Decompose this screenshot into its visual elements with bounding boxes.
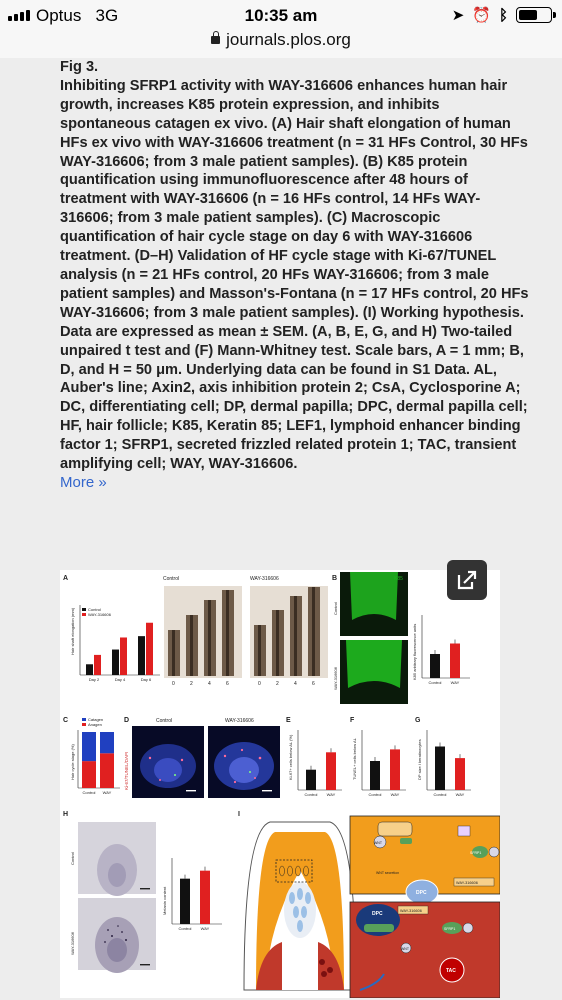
x-tick-label: Day 4 bbox=[114, 677, 126, 682]
bar bbox=[86, 664, 93, 675]
a-hair-images bbox=[164, 586, 328, 678]
b-fluorescence-images bbox=[340, 572, 408, 704]
x-tick-label: Control bbox=[428, 680, 442, 685]
i-secretion: WNT secretion bbox=[376, 871, 400, 875]
h-row-way: WAY-316606 bbox=[70, 932, 75, 955]
b-row-control: Control bbox=[333, 602, 338, 615]
panel-label-a: A bbox=[63, 575, 69, 582]
location-arrow-icon: ➤ bbox=[451, 7, 465, 24]
a-image-tick: 0 bbox=[258, 681, 261, 687]
bar-segment bbox=[100, 732, 114, 753]
expand-figure-button[interactable] bbox=[447, 560, 487, 600]
h-row-control: Control bbox=[70, 852, 75, 865]
expand-icon bbox=[456, 569, 478, 591]
g-ylabel: DP size / keratinocytes bbox=[417, 739, 422, 780]
d-header-control: Control bbox=[156, 718, 173, 724]
clock: 10:35 am bbox=[244, 6, 318, 25]
url-bar[interactable] bbox=[0, 30, 562, 58]
svg-text:Anagen: Anagen bbox=[88, 722, 102, 727]
bar bbox=[112, 650, 119, 675]
x-tick-label: WAY bbox=[450, 680, 460, 685]
figure-image[interactable] bbox=[60, 570, 500, 998]
a-image-tick: 2 bbox=[190, 681, 193, 687]
bar bbox=[200, 871, 210, 924]
i-wnt-b: WNT bbox=[401, 947, 409, 951]
panel-label-f: F bbox=[350, 717, 355, 724]
bar bbox=[120, 637, 127, 675]
panel-label-e: E bbox=[286, 717, 291, 724]
bar bbox=[138, 636, 145, 675]
carrier-label: Optus 3G bbox=[36, 6, 119, 25]
b-stain-label: K85 bbox=[394, 576, 403, 582]
a-image-tick: 0 bbox=[172, 681, 175, 687]
x-tick-label: Control bbox=[433, 792, 447, 797]
bar-segment bbox=[82, 761, 96, 788]
status-icons bbox=[452, 6, 552, 24]
a-ylabel: Hair shaft elongation (mm) bbox=[70, 607, 75, 655]
h-ylabel: Melanin content bbox=[162, 886, 167, 915]
lock-icon bbox=[211, 36, 220, 44]
panel-label-d: D bbox=[124, 717, 130, 724]
a-legend bbox=[82, 607, 112, 617]
e-ylabel: Ki-67+ cells below AL (%) bbox=[288, 734, 293, 780]
x-tick-label: Control bbox=[82, 790, 96, 795]
panel-label-h: H bbox=[63, 811, 69, 818]
i-dpc-bottom: DPC bbox=[372, 911, 383, 917]
chart-a bbox=[86, 623, 153, 682]
i-sfrp1-b: SFRP1 bbox=[444, 927, 456, 931]
bar bbox=[450, 644, 460, 679]
bar bbox=[430, 654, 440, 678]
more-link[interactable]: More » bbox=[60, 473, 107, 491]
d-ki67-images bbox=[132, 726, 280, 798]
url-text: journals.plos.org bbox=[226, 30, 351, 49]
bar-segment bbox=[82, 732, 96, 761]
caption-text: Inhibiting SFRP1 activity with WAY-316606 enhances human hair growth, increases K85 protein expression, and inhibits spontaneous catagen ex vivo. (A) Hair shaft elongation of human HFs ex vivo with WAY-316606 treatment (n = 31 HFs Control, 30 HFs WAY-316606; from 3 male patient samples). (B) K85 protein quantification using immunofluorescence after 48 hours of treatment with WAY-316606 (n = 16 HFs control, 14 HFs WAY-316606; from 3 male patient samples). (C) Macroscopic quantification of hair cycle stage on day 6 with WAY-316606 treatment. (D–H) Validation of HF cycle stage with Ki-67/TUNEL analysis (n = 21 HFs control, 20 HFs WAY-316606; from 3 male patient samples) and Masson's-Fontana (n = 17 HFs control, 20 HFs WAY-316606; from 3 male patient samples). (I) Working hypothesis. Data are expressed as mean ± SEM. (A, B, E, G, and H) Two-tailed unpaired t test and (F) Mann-Whitney test. Scale bars, A = 1 mm; B, D, and H = 50 μm. Underlying data can be found in S1 Data. AL, Auber's line; Axin2, axis inhibition protein 2; CsA, Cyclosporine A; DC, differentiating cell; DP, dermal papilla; DPC, dermal papilla cell; HF, hair follicle; K85, Keratin 85; LEF1, lymphoid enhancer binding factor 1; SFRP1, secreted frizzled related protein 1; TAC, transient amplifying cell; WAY, WAY-316606. bbox=[60, 77, 529, 473]
x-tick-label: Day 6 bbox=[140, 677, 152, 682]
bluetooth-icon: ᛒ bbox=[498, 6, 508, 24]
a-header-way: WAY-316606 bbox=[250, 576, 279, 582]
bar-segment bbox=[100, 753, 114, 788]
x-tick-label: WAY bbox=[102, 790, 112, 795]
d-side-label: Ki-67/TUNEL/DAPI bbox=[124, 751, 129, 790]
chart-h bbox=[179, 867, 210, 931]
bar bbox=[306, 770, 316, 790]
i-way-a: WAY-316606 bbox=[456, 881, 478, 885]
x-tick-label: Day 2 bbox=[88, 677, 100, 682]
a-header-control: Control bbox=[163, 576, 180, 582]
svg-text:Control: Control bbox=[88, 607, 101, 612]
i-sfrp1-a: SFRP1 bbox=[470, 851, 482, 855]
status-bar bbox=[0, 0, 562, 30]
x-tick-label: Control bbox=[178, 926, 192, 931]
x-tick-label: WAY bbox=[455, 792, 465, 797]
x-tick-label: WAY bbox=[390, 792, 400, 797]
bar bbox=[370, 761, 380, 790]
bar bbox=[390, 749, 400, 790]
a-image-tick: 4 bbox=[208, 681, 211, 687]
svg-text:Catagen: Catagen bbox=[88, 717, 104, 722]
i-wnt-a: WNT bbox=[374, 841, 382, 845]
bar bbox=[180, 879, 190, 924]
chart-g bbox=[434, 743, 465, 798]
panel-label-i: I bbox=[238, 811, 240, 818]
d-header-way: WAY-316606 bbox=[225, 718, 254, 724]
x-tick-label: WAY bbox=[326, 792, 336, 797]
panel-label-b: B bbox=[332, 575, 338, 582]
b-row-way: WAY-316606 bbox=[333, 667, 338, 690]
svg-text:WAY-316606: WAY-316606 bbox=[88, 612, 111, 617]
i-dpc-top: DPC bbox=[416, 890, 427, 896]
x-tick-label: Control bbox=[368, 792, 382, 797]
x-tick-label: Control bbox=[304, 792, 318, 797]
a-image-tick: 2 bbox=[276, 681, 279, 687]
i-hypothesis-diagram bbox=[244, 816, 500, 998]
chart-f bbox=[369, 745, 400, 797]
i-tac: TAC bbox=[446, 968, 456, 974]
figure-label: Fig 3. bbox=[60, 59, 99, 75]
chart-c bbox=[82, 732, 114, 795]
alarm-clock-icon: ⏰ bbox=[472, 7, 491, 24]
bar bbox=[146, 623, 153, 675]
figure-caption bbox=[60, 58, 530, 493]
a-image-tick: 4 bbox=[294, 681, 297, 687]
battery-icon bbox=[516, 7, 552, 23]
panel-label-c: C bbox=[63, 717, 69, 724]
b-ylabel: K85 arbitrary fluorescence units bbox=[412, 623, 417, 680]
bar bbox=[94, 655, 101, 675]
c-ylabel: Hair cycle stage (%) bbox=[70, 744, 75, 780]
f-ylabel: TUNEL+ cells below AL bbox=[352, 738, 357, 780]
panel-label-g: G bbox=[415, 717, 421, 724]
h-fontana-images bbox=[78, 822, 156, 973]
bar bbox=[326, 752, 336, 790]
c-legend bbox=[82, 717, 103, 727]
bar bbox=[435, 747, 445, 791]
x-tick-label: WAY bbox=[200, 926, 210, 931]
a-image-tick: 6 bbox=[312, 681, 315, 687]
i-way-b: WAY-316606 bbox=[400, 909, 422, 913]
a-image-tick: 6 bbox=[226, 681, 229, 687]
chart-e bbox=[305, 748, 336, 797]
bar bbox=[455, 758, 465, 790]
